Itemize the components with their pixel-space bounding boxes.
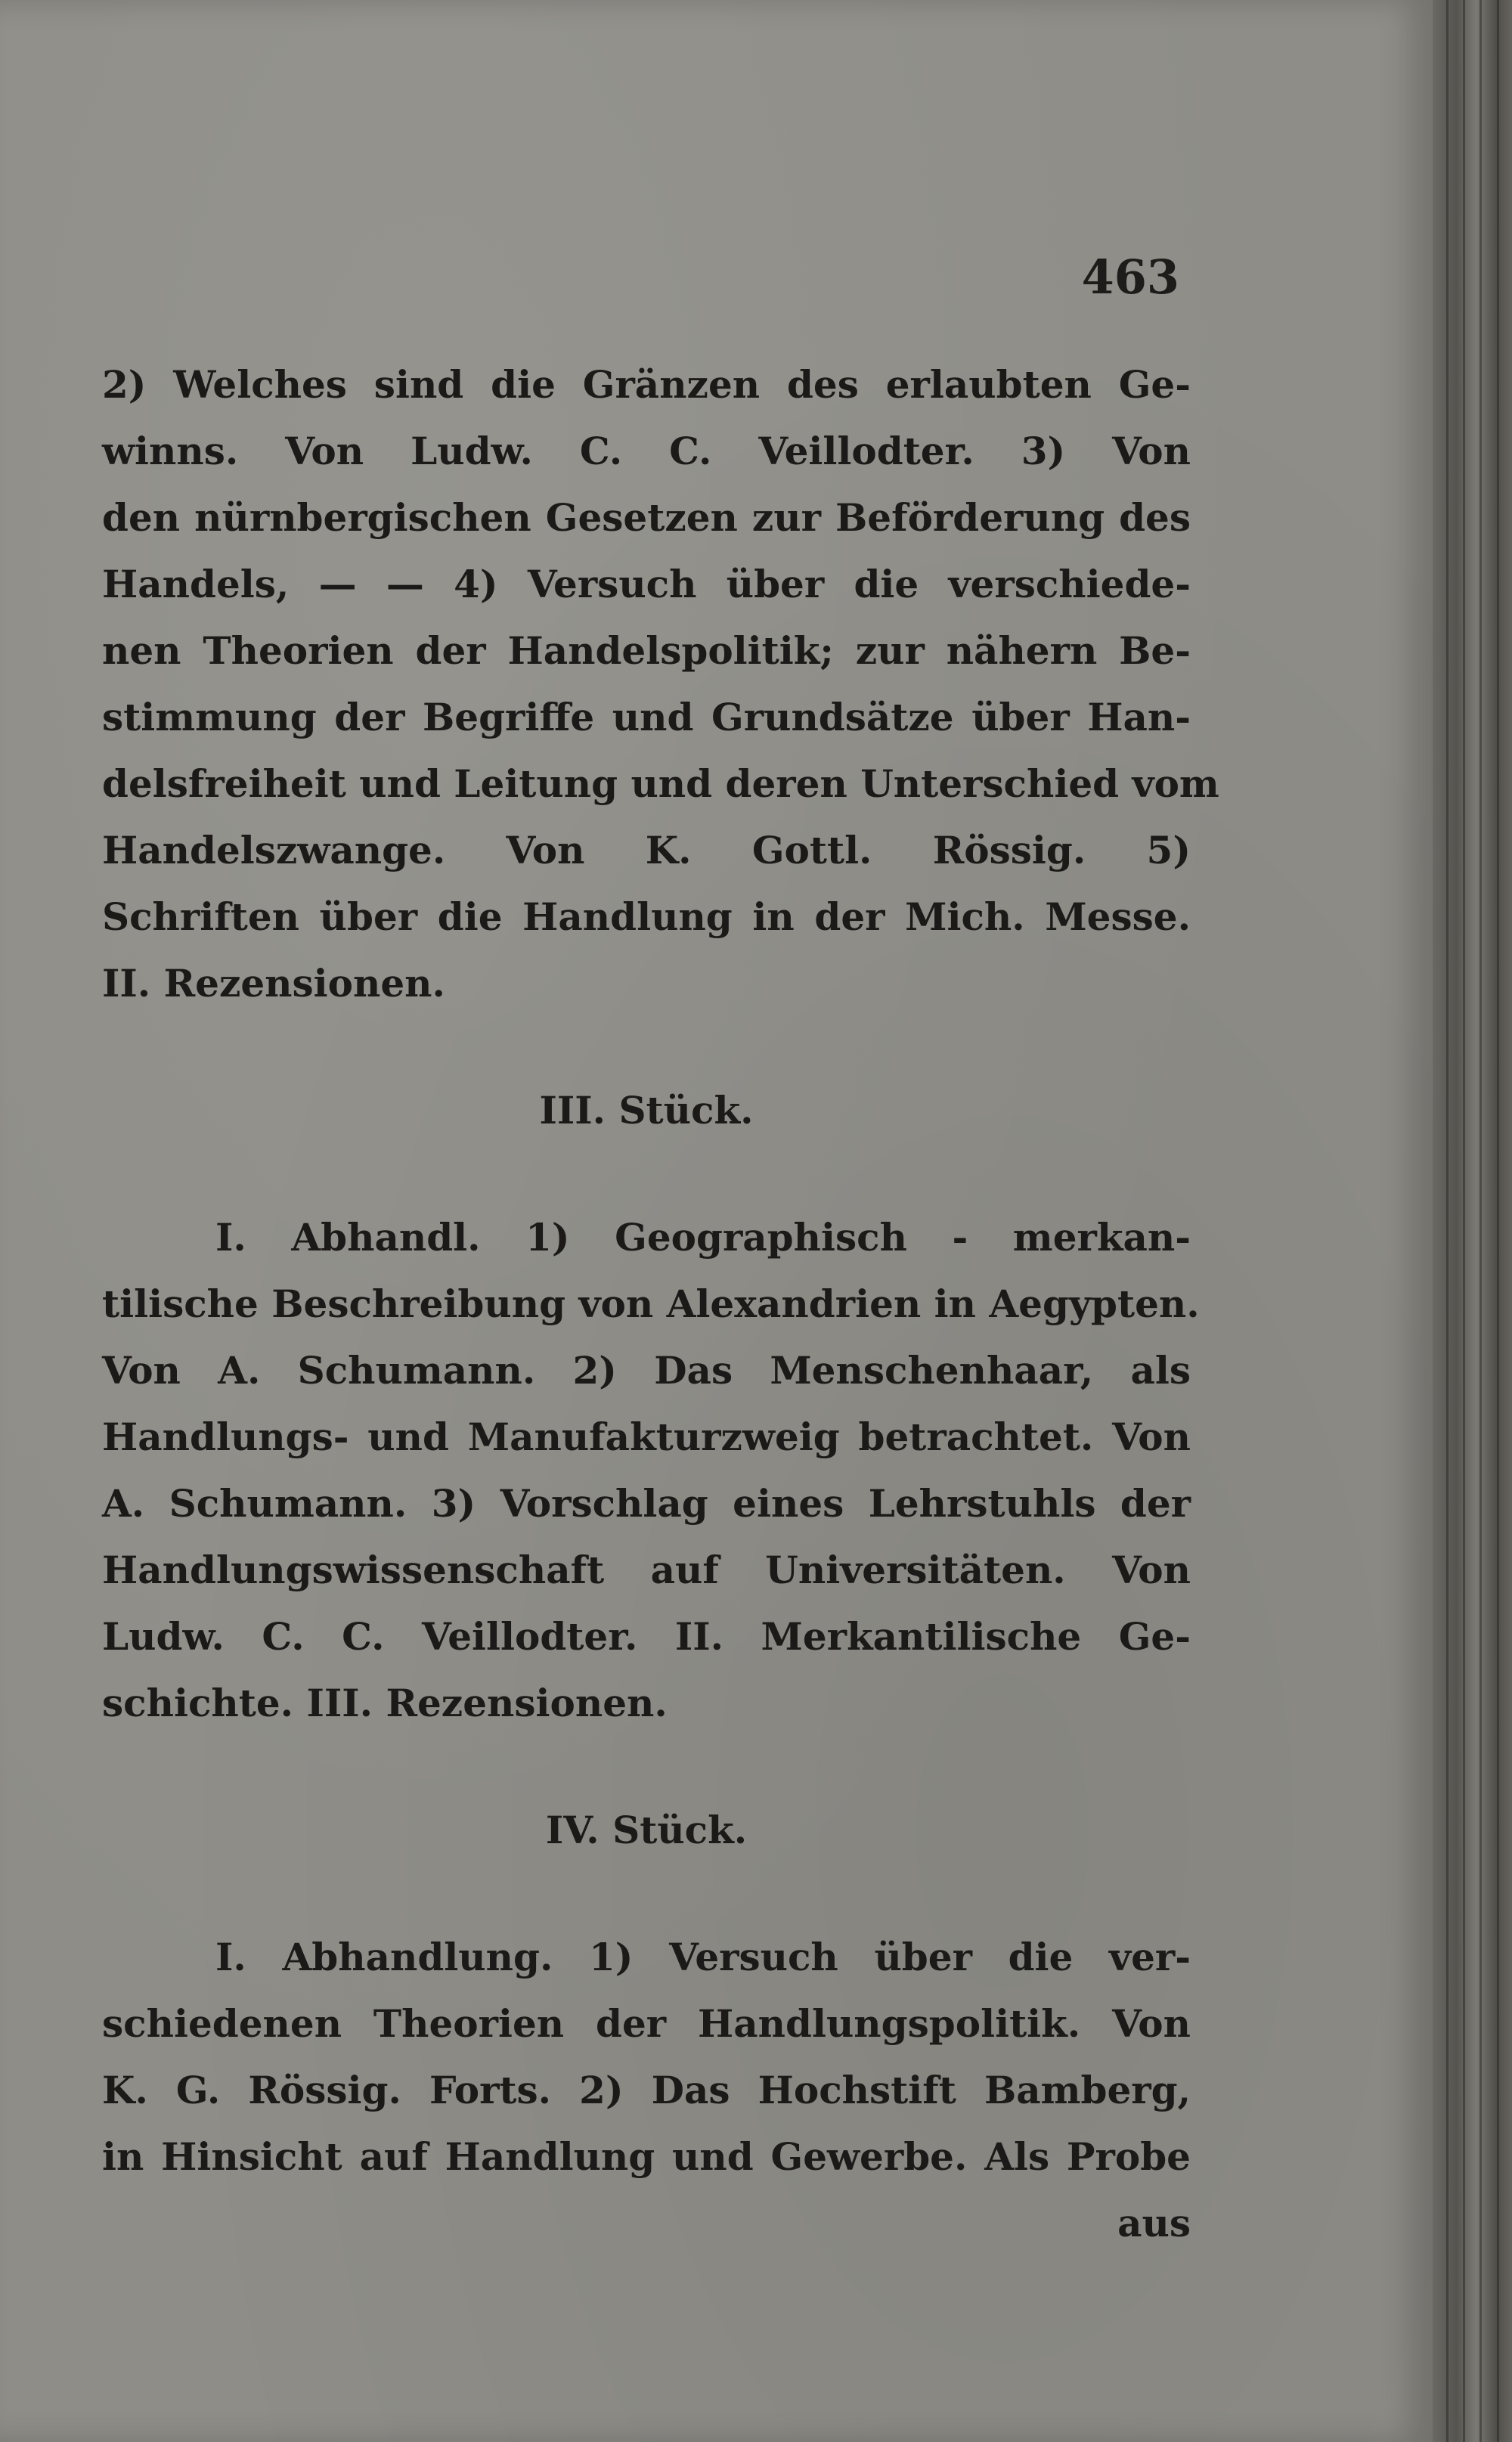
text-line: Handlungs- und Manufakturzweig betrachtet. Von <box>102 1415 1191 1459</box>
text-line: Schriften über die Handlung in der Mich. Messe. <box>102 894 1191 939</box>
book-binding-edge <box>1433 0 1512 2442</box>
text-line: I. Abhandl. 1) Geographisch - merkan- <box>215 1215 1191 1260</box>
text-line: Handelszwange. Von K. Gottl. Rössig. 5) <box>102 828 1191 872</box>
text-line: K. G. Rössig. Forts. 2) Das Hochstift Bamberg, <box>102 2068 1191 2112</box>
text-line: winns. Von Ludw. C. C. Veillodter. 3) Von <box>102 429 1191 473</box>
text-line: in Hinsicht auf Handlung und Gewerbe. Als Probe <box>102 2134 1191 2179</box>
section-3-list <box>102 1204 1200 1737</box>
text-line: A. Schumann. 3) Vorschlag eines Lehrstuhls der <box>102 1481 1191 1526</box>
text-line: Handlungswissenschaft auf Universitäten. Von <box>102 1548 1191 1592</box>
text-line: schichte. III. Rezensionen. <box>102 1681 668 1725</box>
text-line: Handels, — — 4) Versuch über die verschiede- <box>102 562 1191 606</box>
text-line: nen Theorien der Handelspolitik; zur nähern Be- <box>102 628 1191 673</box>
text-line: den nürnbergischen Gesetzen zur Beförderung des <box>102 495 1191 540</box>
text-line: 2) Welches sind die Gränzen des erlaubten Ge- <box>102 362 1191 407</box>
text-line: tilische Beschreibung von Alexandrien in Aegypten. <box>102 1281 1200 1326</box>
text-line: II. Rezensionen. <box>102 961 445 1006</box>
text-line: Ludw. C. C. Veillodter. II. Merkantilische Ge- <box>102 1614 1191 1659</box>
table-of-contents-text <box>102 352 1219 2257</box>
catchword: aus <box>1117 2201 1191 2245</box>
section-heading-iv: IV. Stück. <box>545 1808 748 1852</box>
text-line: Von A. Schumann. 2) Das Menschenhaar, als <box>102 1348 1191 1393</box>
section-heading-iii: III. Stück. <box>539 1088 754 1133</box>
section-4-list <box>102 1924 1191 2190</box>
section-2-list <box>102 352 1219 1017</box>
text-line: delsfreiheit und Leitung und deren Unterschied vom <box>102 761 1219 806</box>
text-line: stimmung der Begriffe und Grundsätze über Han- <box>102 695 1191 739</box>
text-line: schiedenen Theorien der Handlungspolitik. Von <box>102 2001 1191 2046</box>
page-number: 463 <box>1081 249 1179 305</box>
text-line: I. Abhandlung. 1) Versuch über die ver- <box>215 1935 1191 1979</box>
